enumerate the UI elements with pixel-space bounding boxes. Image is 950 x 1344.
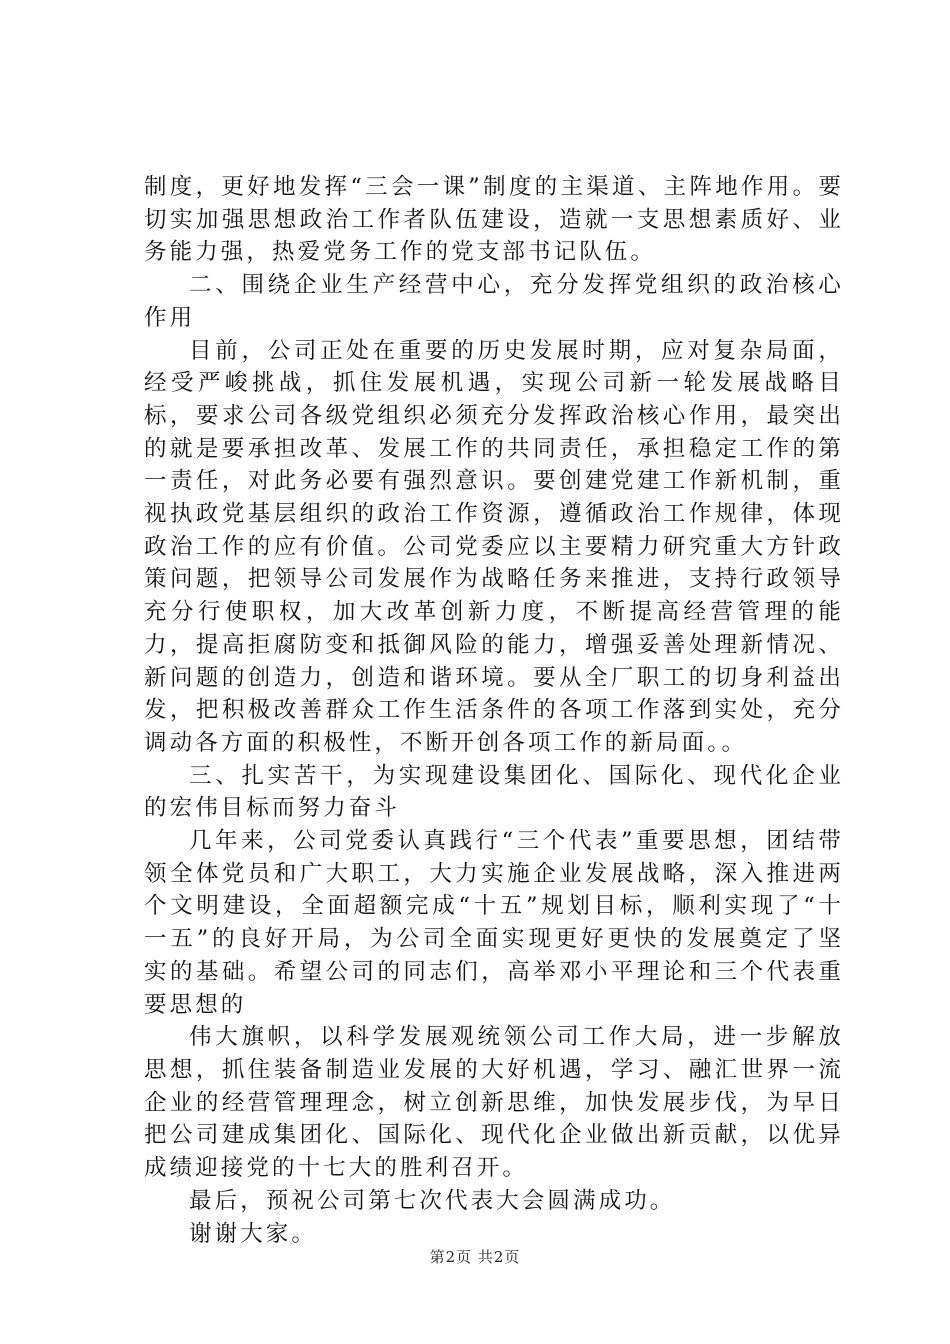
document-body [144,171,844,1250]
paragraph-great-banner: 伟大旗帜，以科学发展观统领公司工作大局，进一步解放思想，抓住装备制造业发展的大好机遇，学习、融汇世界一流企业的经营管理理念，树立创新思维，加快发展步伐，为早日把公司建成集团化、国际化、现代化企业做出新贡献，以优异成绩迎接党的十七大的胜利召开。 [144,1024,844,1182]
paragraph-past-years: 几年来，公司党委认真践行“三个代表”重要思想，团结带领全体党员和广大职工，大力实施企业发展战略，深入推进两个文明建设，全面超额完成“十五”规划目标，顺利实现了“十一五”的良好开局，为公司全面实现更好更快的发展奠定了坚实的基础。希望公司的同志们，高举邓小平理论和三个代表重要思想的 [144,828,844,1018]
paragraph-thanks: 谢谢大家。 [189,1220,318,1247]
section-heading-two: 二、围绕企业生产经营中心，充分发挥党组织的政治核心作用 [144,272,844,331]
paragraph-continuation: 制度，更好地发挥“三会一课”制度的主渠道、主阵地作用。要切实加强思想政治工作者队伍建设，造就一支思想素质好、业务能力强，热爱党务工作的党支部书记队伍。 [144,174,844,266]
section-heading-three: 三、扎实苦干，为实现建设集团化、国际化、现代化企业的宏伟目标而努力奋斗 [144,762,844,822]
paragraph-current-situation: 目前，公司正处在重要的历史发展时期，应对复杂局面，经受严峻挑战，抓住发展机遇，实现公司新一轮发展战略目标，要求公司各级党组织必须充分发挥政治核心作用，最突出的就是要承担改革、发展工作的共同责任，承担稳定工作的第一责任，对此务必要有强烈意识。要创建党建工作新机制，重视执政党基层组织的政治工作资源，遵循政治工作规律，体现政治工作的应有价值。公司党委应以主要精力研究重大方针政策问题，把领导公司发展作为战略任务来推进，支持行政领导充分行使职权，加大改革创新力度，不断提高经营管理的能力，提高拒腐防变和抵御风险的能力，增强妥善处理新情况、新问题的创造力，创造和谐环境。要从全厂职工的切身利益出发，把积极改善群众工作生活条件的各项工作落到实处，充分调动各方面的积极性，不断开创各项工作的新局面。。 [144,337,844,756]
page-number-footer: 第2页 共2页 [429,1248,521,1266]
paragraph-closing-wish: 最后，预祝公司第七次代表大会圆满成功。 [189,1187,676,1214]
